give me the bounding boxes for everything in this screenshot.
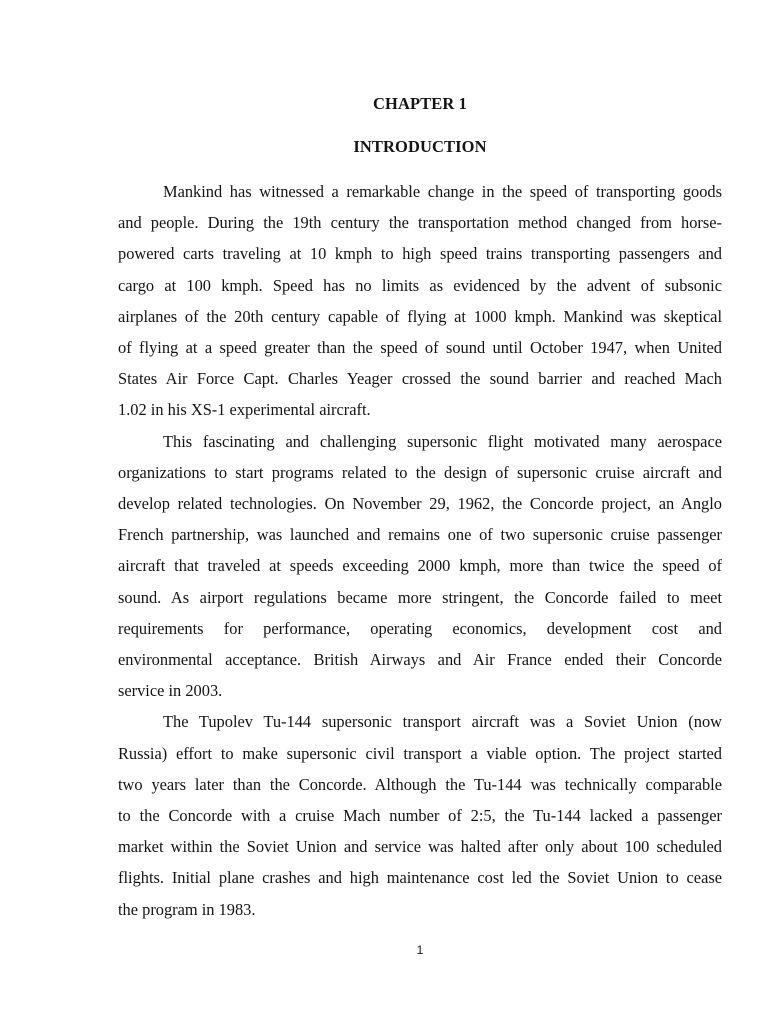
paragraph-line: The Tupolev Tu-144 supersonic transport aircraft was a Soviet Union (now bbox=[163, 712, 722, 732]
paragraph-line: market within the Soviet Union and service was halted after only about 100 scheduled bbox=[118, 837, 722, 857]
paragraph-line: the program in 1983. bbox=[118, 899, 256, 919]
paragraph-line: States Air Force Capt. Charles Yeager crossed the sound barrier and reached Mach bbox=[118, 369, 722, 389]
section-title: INTRODUCTION bbox=[353, 137, 487, 156]
paragraph-line: Mankind has witnessed a remarkable change in the speed of transporting goods bbox=[163, 182, 722, 201]
paragraph-line: 1.02 in his XS-1 experimental aircraft. bbox=[118, 400, 371, 420]
paragraph-line: organizations to start programs related to the design of supersonic cruise aircraft and bbox=[118, 462, 722, 482]
paragraph-line: This fascinating and challenging supersonic flight motivated many aerospace bbox=[163, 431, 722, 451]
paragraph-line: cargo at 100 kmph. Speed has no limits as evidenced by the advent of subsonic bbox=[118, 275, 722, 295]
paragraph-line: Russia) effort to make supersonic civil transport a viable option. The project started bbox=[118, 743, 722, 763]
paragraph-line: requirements for performance, operating economics, development cost and bbox=[118, 618, 722, 638]
paragraph-line: of flying at a speed greater than the speed of sound until October 1947, when United bbox=[118, 337, 722, 357]
paragraph-1 bbox=[118, 176, 722, 426]
paragraph-line: and people. During the 19th century the transportation method changed from horse- bbox=[118, 213, 722, 233]
paragraph-line: to the Concorde with a cruise Mach number of 2:5, the Tu-144 lacked a passenger bbox=[118, 805, 722, 825]
paragraph-line: powered carts traveling at 10 kmph to high speed trains transporting passengers and bbox=[118, 244, 722, 264]
paragraph-line: service in 2003. bbox=[118, 681, 223, 701]
paragraph-line: flights. Initial plane crashes and high maintenance cost led the Soviet Union to cease bbox=[118, 868, 722, 888]
paragraph-line: airplanes of the 20th century capable of flying at 1000 kmph. Mankind was skeptical bbox=[118, 306, 722, 326]
paragraph-line: French partnership, was launched and remains one of two supersonic cruise passenger bbox=[118, 525, 722, 545]
paragraph-line: develop related technologies. On November 29, 1962, the Concorde project, an Anglo bbox=[118, 493, 722, 513]
chapter-label: CHAPTER 1 bbox=[373, 94, 467, 113]
paragraph-3 bbox=[118, 706, 722, 924]
page-number: 1 bbox=[416, 943, 424, 957]
paragraph-line: two years later than the Concorde. Although the Tu-144 was technically comparable bbox=[118, 774, 722, 794]
paragraph-line: environmental acceptance. British Airways and Air France ended their Concorde bbox=[118, 649, 722, 669]
paragraph-2 bbox=[118, 426, 722, 707]
paragraph-line: aircraft that traveled at speeds exceeding 2000 kmph, more than twice the speed of bbox=[118, 556, 722, 576]
paragraph-line: sound. As airport regulations became more stringent, the Concorde failed to meet bbox=[118, 587, 722, 607]
